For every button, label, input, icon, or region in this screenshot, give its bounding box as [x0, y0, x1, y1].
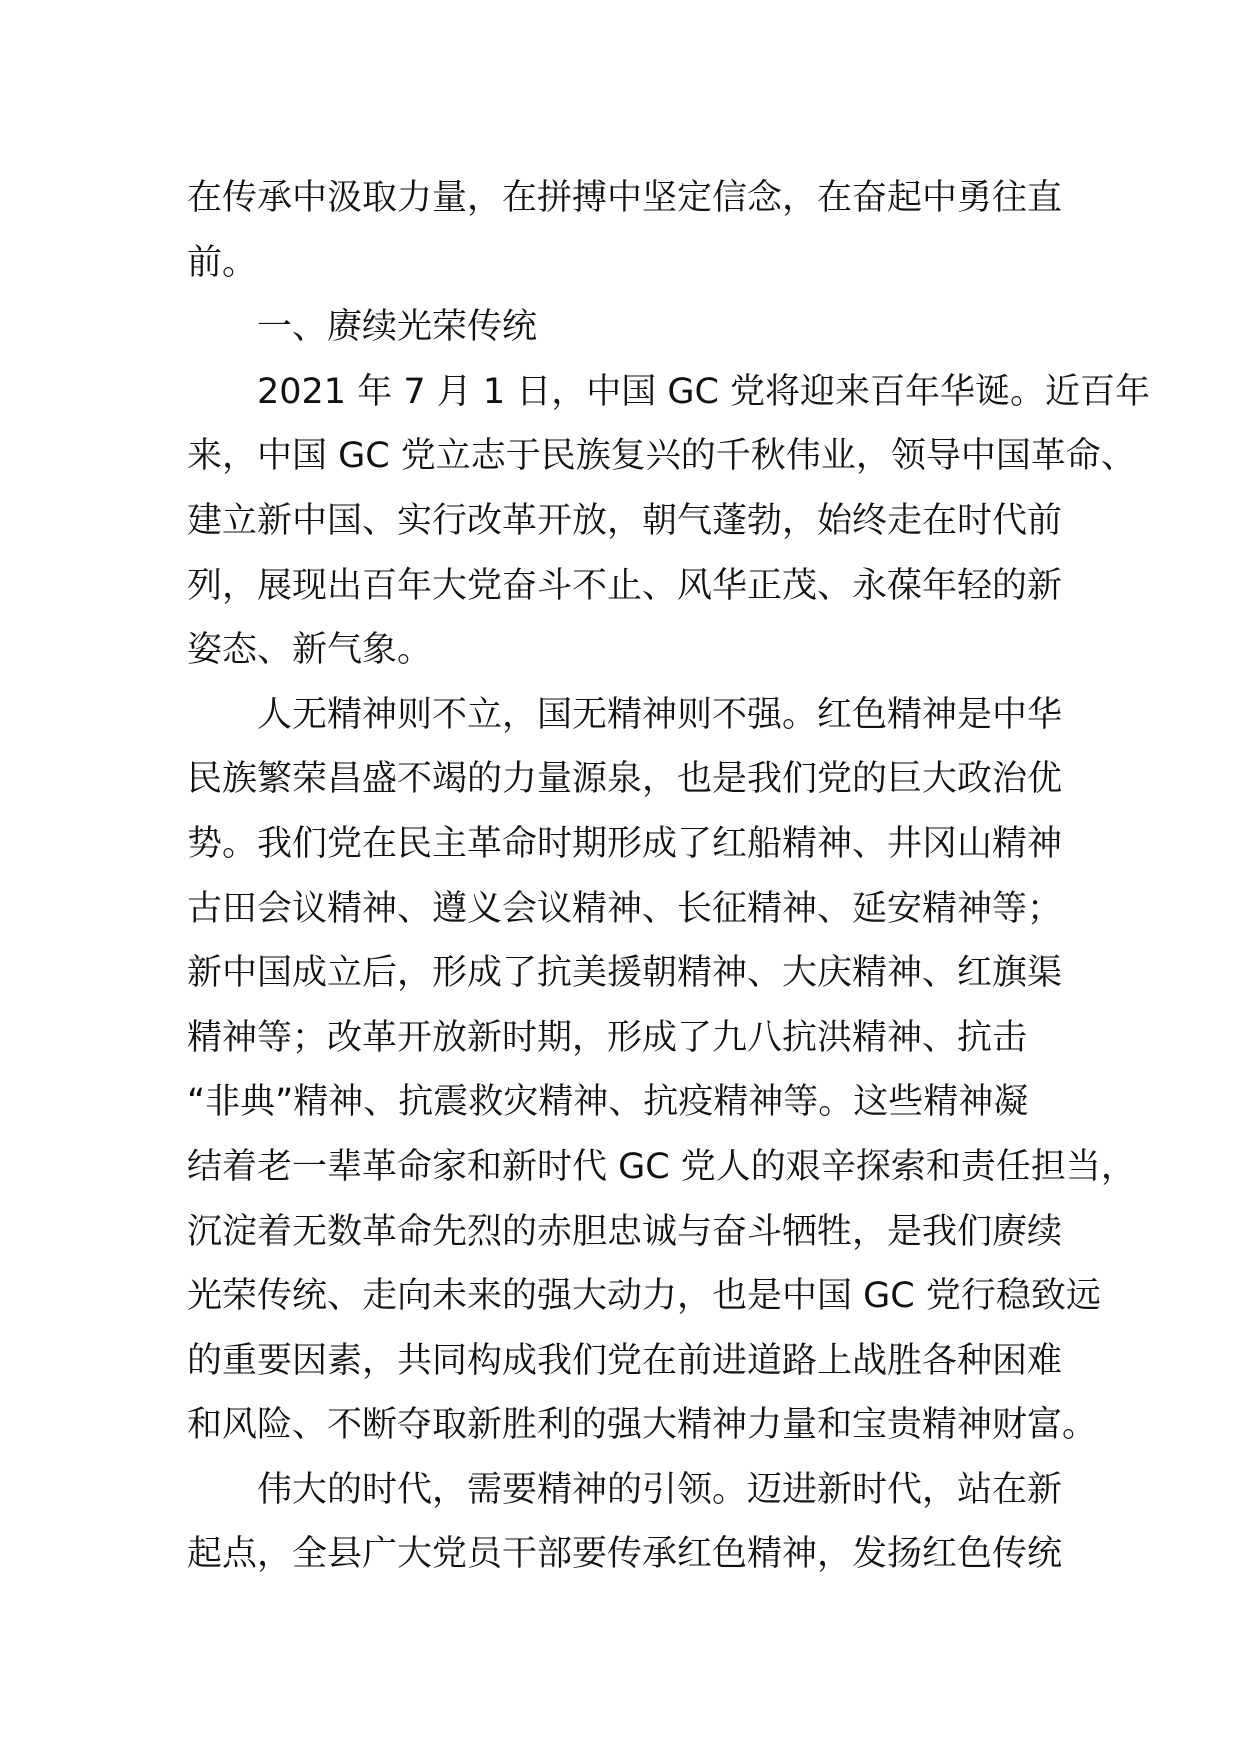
- text-line: 在传承中汲取力量，在拼搏中坚定信念，在奋起中勇往直: [187, 178, 1063, 218]
- text-line: 姿态、新气象。: [187, 630, 433, 671]
- text-line: 来，中国 GC 党立志于民族复兴的千秋伟业，领导中国革命、: [187, 436, 1136, 477]
- paragraph-red-spirit: [187, 683, 1136, 1458]
- text-line: 2021 年 7 月 1 日，中国 GC 党将迎来百年华诞。近百年: [257, 371, 1151, 412]
- text-line: “非典”精神、抗震救灾精神、抗疫精神等。这些精神凝: [187, 1082, 1029, 1123]
- text-line: 伟大的时代，需要精神的引领。迈进新时代，站在新: [257, 1469, 1063, 1510]
- text-line: 人无精神则不立，国无精神则不强。红色精神是中华: [257, 694, 1063, 735]
- text-line: 民族繁荣昌盛不竭的力量源泉，也是我们党的巨大政治优: [187, 759, 1063, 800]
- text-line: 光荣传统、走向未来的强大动力，也是中国 GC 党行稳致远: [187, 1276, 1101, 1317]
- text-line: 的重要因素，共同构成我们党在前进道路上战胜各种困难: [187, 1340, 1063, 1381]
- section-heading: 一、赓续光荣传统: [257, 307, 538, 348]
- paragraph-centenary: [187, 360, 1151, 683]
- text-line: 新中国成立后，形成了抗美援朝精神、大庆精神、红旗渠: [187, 953, 1063, 994]
- text-line: 和风险、不断夺取新胜利的强大精神力量和宝贵精神财富。: [187, 1405, 1098, 1446]
- continuation-paragraph: [187, 166, 1067, 295]
- text-line: 起点，全县广大党员干部要传承红色精神，发扬红色传统: [187, 1534, 1063, 1575]
- text-line: 势。我们党在民主革命时期形成了红船精神、井冈山精神: [187, 823, 1063, 864]
- document-body: [187, 166, 1151, 1587]
- text-line: 古田会议精神、遵义会议精神、长征精神、延安精神等；: [187, 888, 1063, 929]
- text-line: 精神等；改革开放新时期，形成了九八抗洪精神、抗击: [187, 1017, 1028, 1058]
- paragraph-great-era: [187, 1458, 1067, 1587]
- text-line: 沉淀着无数革命先烈的赤胆忠诚与奋斗牺牲，是我们赓续: [187, 1211, 1063, 1252]
- text-line: 前。: [187, 242, 258, 283]
- text-line: 结着老一辈革命家和新时代 GC 党人的艰辛探索和责任担当，: [187, 1146, 1136, 1187]
- text-line: 列，展现出百年大党奋斗不止、风华正茂、永葆年轻的新: [187, 565, 1063, 606]
- text-line: 建立新中国、实行改革开放，朝气蓬勃，始终走在时代前: [187, 500, 1063, 541]
